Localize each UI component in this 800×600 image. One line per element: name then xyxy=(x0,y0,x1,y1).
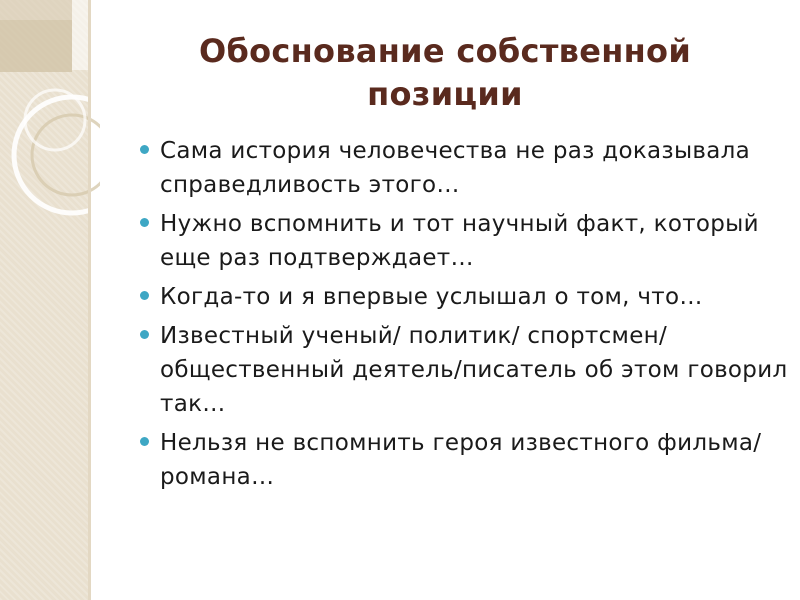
slide-title-line-1: Обоснование собственной xyxy=(198,32,692,70)
bullet-dot-icon xyxy=(140,291,149,300)
bullet-text: Известный ученый/ политик/ спортсмен/ общественный деятель/писатель об этом говорил так… xyxy=(160,323,788,417)
slide-title xyxy=(110,30,780,116)
bullet-item xyxy=(138,426,788,494)
bullet-item xyxy=(138,134,788,202)
bullet-dot-icon xyxy=(140,145,149,154)
bullet-text: Сама история человечества не раз доказывала справедливость этого… xyxy=(160,138,751,198)
bullet-dot-icon xyxy=(140,437,149,446)
ring-decoration-icon xyxy=(0,0,100,600)
slide-title-line-2: позиции xyxy=(367,75,523,113)
bullet-list xyxy=(138,134,788,499)
bullet-item xyxy=(138,280,788,314)
bullet-text: Нельзя не вспомнить героя известного фильма/ романа… xyxy=(160,430,762,490)
bullet-text: Нужно вспомнить и тот научный факт, который еще раз подтверждает… xyxy=(160,211,759,271)
bullet-dot-icon xyxy=(140,218,149,227)
bullet-text: Когда-то и я впервые услышал о том, что… xyxy=(160,284,703,310)
bullet-dot-icon xyxy=(140,330,149,339)
bullet-item xyxy=(138,319,788,421)
bullet-item xyxy=(138,207,788,275)
